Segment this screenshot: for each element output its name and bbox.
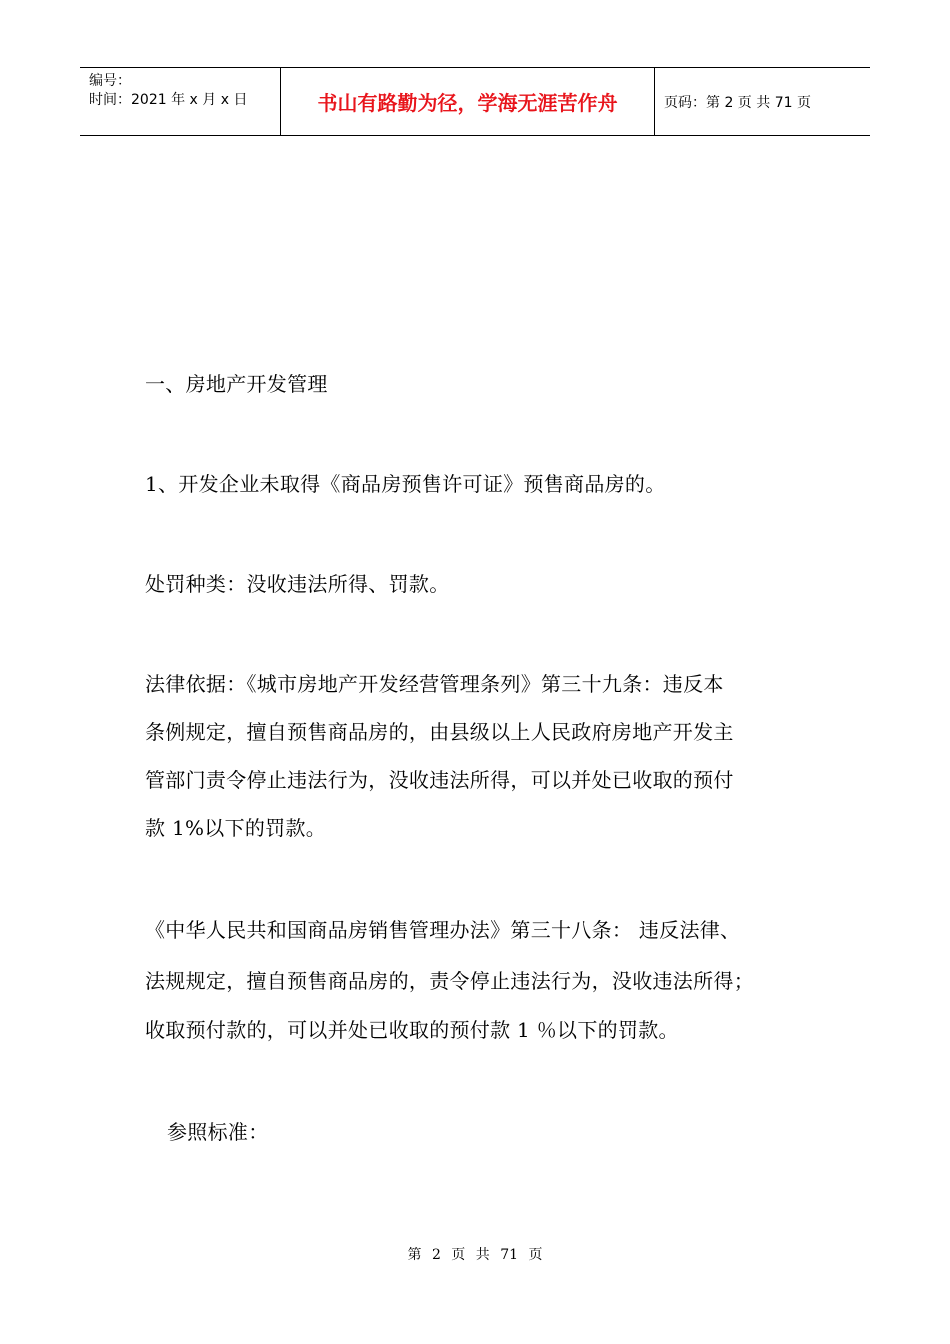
section-heading: 一、房地产开发管理 — [145, 372, 328, 396]
legal-basis-line: 法律依据：《城市房地产开发经营管理条列》第三十九条：违反本 — [145, 672, 724, 696]
legal-basis-line: 条例规定，擅自预售商品房的，由县级以上人民政府房地产开发主 — [145, 720, 734, 744]
item-1: 1、开发企业未取得《商品房预售许可证》预售商品房的。 — [145, 472, 666, 496]
number-label: 编号： — [89, 73, 131, 89]
measures-line: 法规规定，擅自预售商品房的，责令停止违法行为，没收违法所得； — [145, 969, 754, 993]
legal-basis-line: 款 1%以下的罚款。 — [145, 816, 327, 840]
header-motto: 书山有路勤为径，学海无涯苦作舟 — [281, 68, 655, 135]
time-label: 时间：2021 年 x 月 x 日 — [89, 92, 248, 108]
reference-label: 参照标准： — [167, 1120, 269, 1144]
header-page-info: 页码：第 2 页 共 71 页 — [664, 94, 811, 111]
legal-basis-line: 管部门责令停止违法行为，没收违法所得，可以并处已收取的预付 — [145, 768, 734, 792]
page-footer: 第 2 页 共 71 页 — [407, 1247, 543, 1263]
header-meta — [80, 68, 281, 135]
measures-line: 收取预付款的，可以并处已收取的预付款 1 ％以下的罚款。 — [145, 1018, 679, 1042]
page-header — [80, 67, 870, 136]
penalty-type: 处罚种类：没收违法所得、罚款。 — [145, 572, 450, 596]
measures-line: 《中华人民共和国商品房销售管理办法》第三十八条： 违反法律、 — [145, 918, 741, 942]
